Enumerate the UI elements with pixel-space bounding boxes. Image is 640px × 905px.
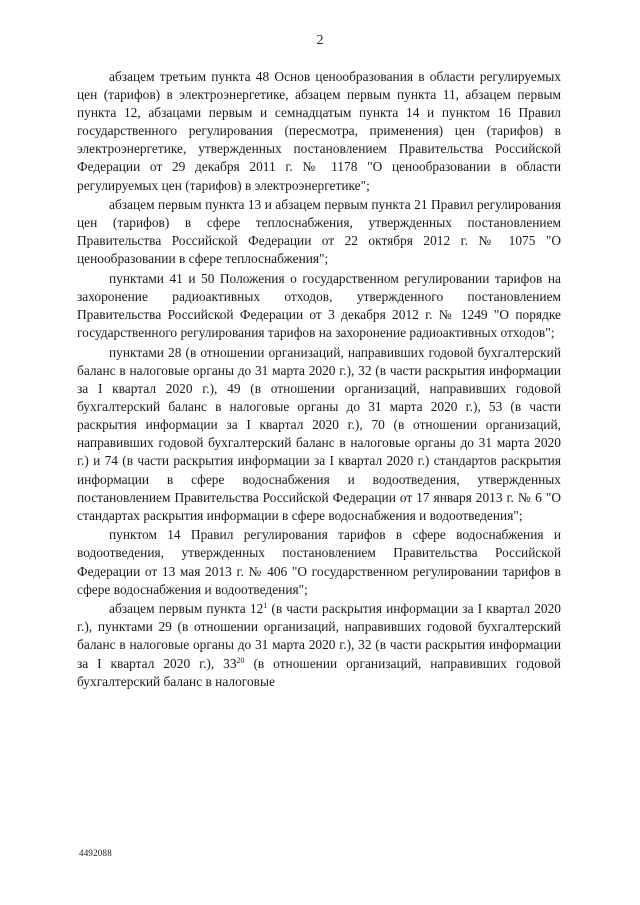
paragraph-item-12-1 <box>77 600 561 690</box>
paragraph-water-tariff-rules: пунктом 14 Правил регулирования тарифов в сфере водоснабжения и водоотведения, утвержденных постановлением Правительства Российской Федерации от 13 мая 2013 г. № 406 "О государственном регулировании тарифов в сфере водоснабжения и водоотведения"; <box>77 527 561 597</box>
document-id: 4492088 <box>79 848 112 858</box>
paragraph-heat-supply: абзацем первым пункта 13 и абзацем первым пункта 21 Правил регулирования цен (тарифов) в сфере теплоснабжения, утвержденных постановлением Правительства Российской Федерации от 22 октября 2012 г. № 1075 "О ценообразовании в сфере теплоснабжения"; <box>77 197 561 267</box>
document-body <box>77 68 561 692</box>
superscript-1: 1 <box>263 601 268 611</box>
paragraph-radioactive-waste: пунктами 41 и 50 Положения о государственном регулировании тарифов на захоронение радиоактивных отходов, утвержденного постановлением Правительства Российской Федерации от 3 декабря 2012 г. № 1249 "О порядке государственного регулирования тарифов на захоронение радиоактивных отходов"; <box>77 271 561 341</box>
paragraph-text-part-1: абзацем первым пункта 12 <box>109 601 264 617</box>
page-number: 2 <box>316 33 324 48</box>
superscript-20: 20 <box>236 655 245 665</box>
paragraph-text-part-2: (в части раскрытия информации за I квартал 2020 г.), пунктами 29 (в отношении организаций, направивших годовой бухгалтерский баланс в налоговые органы до 31 марта 2020 г.), 32 (в части раскрытия информации за I квартал 2020 г.), 33 <box>77 601 562 671</box>
paragraph-text-part-3: (в отношении организаций, направивших годовой бухгалтерский баланс в налоговые <box>77 655 561 689</box>
paragraph-electricity-pricing: абзацем третьим пункта 48 Основ ценообразования в области регулируемых цен (тарифов) в электроэнергетике, абзацем первым пункта 11, абзацем первым пункта 12, абзацами первым и семнадцатым пункта 14 и пунктом 16 Правил государственного регулирования (пересмотра, применения) цен (тарифов) в электроэнергетике, утвержденных постановлением Правительства Российской Федерации от 29 декабря 2011 г. № 1178 "О ценообразовании в области регулируемых цен (тарифов) в электроэнергетике"; <box>77 69 561 193</box>
paragraph-water-disclosure-standards: пунктами 28 (в отношении организаций, направивших годовой бухгалтерский баланс в налоговые органы до 31 марта 2020 г.), 32 (в части раскрытия информации за I квартал 2020 г.), 49 (в отношении организаций, направивших годовой бухгалтерский баланс в налоговые органы до 31 марта 2020 г.), 53 (в части раскрытия информации за I квартал 2020 г.), 70 (в отношении организаций, направивших годовой бухгалтерский баланс в налоговые органы до 31 марта 2020 г.) и 74 (в части раскрытия информации за I квартал 2020 г.) стандартов раскрытия информации в сфере водоснабжения и водоотведения, утвержденных постановлением Правительства Российской Федерации от 17 января 2013 г. № 6 "О стандартах раскрытия информации в сфере водоснабжения и водоотведения"; <box>77 344 561 523</box>
